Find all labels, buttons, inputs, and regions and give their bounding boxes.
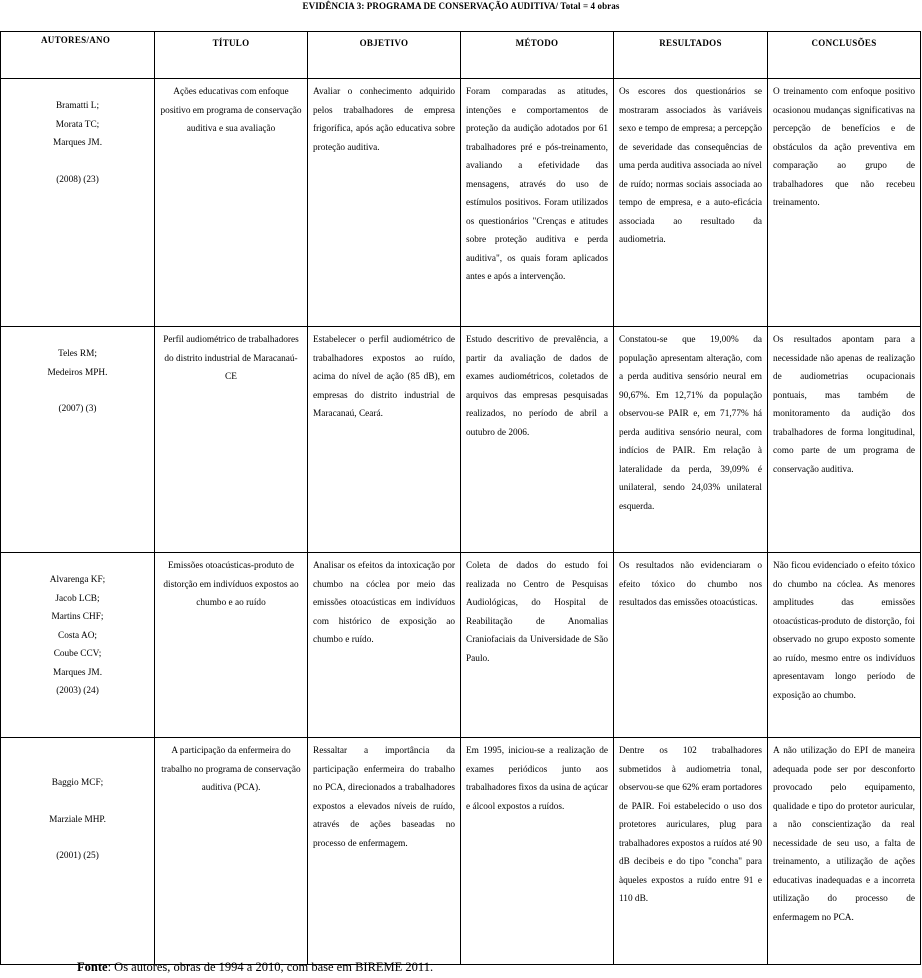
- objetivo-cell: Ressaltar a importância da participação enfermeira do trabalho no PCA, direcionados a trabalhadores expostos a elevados níveis de ruído, através de ações baseadas no processo de enfermagem.: [308, 738, 461, 965]
- footer-label: Fonte: [77, 960, 108, 974]
- titulo-cell: Perfil audiométrico de trabalhadores do distrito industrial de Maracanaú-CE: [155, 327, 308, 553]
- header-metodo: MÉTODO: [461, 32, 614, 79]
- author-year: (2008) (23): [56, 174, 99, 185]
- resultados-cell: Os escores dos questionários se mostraram associados às variáveis sexo e tempo de empresa; a percepção de severidade das consequências de uma perda auditiva associada ao nível de ruído; normas sociais associada ao tempo de empresa, e a auto-eficácia associada ao resultado da audiometria.: [614, 79, 768, 327]
- authors-cell: [1, 553, 155, 738]
- authors-cell: [1, 79, 155, 327]
- metodo-cell: Coleta de dados do estudo foi realizada no Centro de Pesquisas Audiológicas, do Hospital de Reabilitação de Anomalias Craniofaciais da Universidade de São Paulo.: [461, 553, 614, 738]
- table-title: EVIDÊNCIA 3: PROGRAMA DE CONSERVAÇÃO AUDITIVA/ Total = 4 obras: [302, 1, 620, 11]
- conclusoes-cell: Não ficou evidenciado o efeito tóxico do chumbo na cóclea. As menores amplitudes das emissões otoacústicas-produto de distorção, foi observado no grupo exposto somente ao ruído, mesmo entre os indivíduos apresentavam longo período de exposição ao chumbo.: [768, 553, 921, 738]
- objetivo-cell: Avaliar o conhecimento adquirido pelos trabalhadores de empresa frigorífica, após ação educativa sobre proteção auditiva.: [308, 79, 461, 327]
- author-name: Morata TC;: [55, 119, 100, 130]
- table-row: [1, 553, 921, 738]
- authors-cell: [1, 327, 155, 553]
- header-conclusoes: CONCLUSÕES: [768, 32, 921, 79]
- source-footer: [77, 958, 433, 976]
- author-name: Coube CCV;: [53, 649, 102, 659]
- conclusoes-cell: A não utilização do EPI de maneira adequada pode ser por desconforto provocado pelo equipamento, qualidade e tipo do protetor auricular, a não conscientização da real necessidade de seu uso, a falta de treinamento, a utilização de ações educativas inadequadas e a incorreta utilização do processo de enfermagem no PCA.: [768, 738, 921, 965]
- author-name: Baggio MCF;: [51, 778, 104, 788]
- titulo-cell: Ações educativas com enfoque positivo em programa de conservação auditiva e sua avaliação: [155, 79, 308, 327]
- author-name: Marques JM.: [52, 667, 103, 678]
- author-year: (2001) (25): [56, 851, 99, 861]
- metodo-cell: Foram comparadas as atitudes, intenções e comportamentos de proteção da audição adotados por 61 trabalhadores pré e pós-treinamento, avaliando a efetividade das mensagens, através do uso de estímulos positivos. Foram utilizados os questionários "Crenças e atitudes sobre proteção auditiva e perda auditiva", os quais foram aplicados antes e após a intervenção.: [461, 79, 614, 327]
- resultados-cell: Dentre os 102 trabalhadores submetidos à audiometria tonal, observou-se que 62% eram portadores de PAIR. Foi estabelecido o uso dos protetores auriculares, plug para trabalhadores expostos a ruídos até 90 dB decibeis e do tipo "concha" para àqueles expostos a ruído entre 91 e 110 dB.: [614, 738, 768, 965]
- resultados-cell: Constatou-se que 19,00% da população apresentam alteração, com a perda auditiva sensório neural em 90,67%. Em 12,71% da população observou-se PAIR e, em 71,77% há perda auditiva sensório neural, com indícios de PAIR. Em relação à lateralidade da perda, 39,09% é unilateral, sendo 24,03% unilateral esquerda.: [614, 327, 768, 553]
- evidence-table: [0, 31, 921, 965]
- author-name: Alvarenga KF;: [49, 575, 106, 585]
- objetivo-cell: Analisar os efeitos da intoxicação por chumbo na cóclea por meio das emissões otoacústicas em indivíduos com histórico de exposição ao chumbo e ruído.: [308, 553, 461, 738]
- header-titulo: TÍTULO: [155, 32, 308, 79]
- author-name: Bramatti L;: [55, 101, 100, 111]
- author-name: Teles RM;: [58, 349, 97, 359]
- author-year: (2007) (3): [58, 404, 97, 414]
- conclusoes-cell: O treinamento com enfoque positivo ocasionou mudanças significativas na percepção de benefícios e de obstáculos da ação preventiva em comparação ao grupo de trabalhadores que não recebeu treinamento.: [768, 79, 921, 327]
- header-row: [1, 32, 921, 79]
- author-name: Marques JM.: [52, 138, 103, 148]
- footer-text: : Os autores, obras de 1994 a 2010, com base em BIREME 2011.: [107, 960, 434, 974]
- author-name: Costa AO;: [58, 630, 97, 641]
- author-name: Medeiros MPH.: [47, 367, 108, 378]
- titulo-cell: Emissões otoacústicas-produto de distorção em indivíduos expostos ao chumbo e ao ruído: [155, 553, 308, 738]
- author-name: Jacob LCB;: [55, 593, 100, 604]
- author-year: (2003) (24): [56, 686, 99, 696]
- resultados-cell: Os resultados não evidenciaram o efeito tóxico do chumbo nos resultados das emissões otoacústicas.: [614, 553, 768, 738]
- conclusoes-cell: Os resultados apontam para a necessidade não apenas de realização de audiometrias ocupacionais pontuais, mas também de monitoramento da audição dos trabalhadores de forma longitudinal, como parte de um programa de conservação auditiva.: [768, 327, 921, 553]
- metodo-cell: Estudo descritivo de prevalência, a partir da avaliação de dados de exames audiométricos, coletados de arquivos das empresas pesquisadas realizados, no período de abril a outubro de 2006.: [461, 327, 614, 553]
- header-objetivo: OBJETIVO: [308, 32, 461, 79]
- metodo-cell: Em 1995, iniciou-se a realização de exames periódicos junto aos trabalhadores fixos da usina de açúcar e álcool expostos a ruídos.: [461, 738, 614, 965]
- header-autores: AUTORES/ANO: [1, 32, 155, 79]
- header-resultados: RESULTADOS: [614, 32, 768, 79]
- objetivo-cell: Estabelecer o perfil audiométrico de trabalhadores expostos ao ruído, acima do nível de ação (85 dB), em empresas do distrito industrial de Maracanaú, Ceará.: [308, 327, 461, 553]
- authors-cell: [1, 738, 155, 965]
- table-row: [1, 327, 921, 553]
- author-name: Marziale MHP.: [49, 814, 106, 825]
- table-row: [1, 738, 921, 965]
- titulo-cell: A participação da enfermeira do trabalho no programa de conservação auditiva (PCA).: [155, 738, 308, 965]
- author-name: Martins CHF;: [51, 612, 104, 622]
- table-row: [1, 79, 921, 327]
